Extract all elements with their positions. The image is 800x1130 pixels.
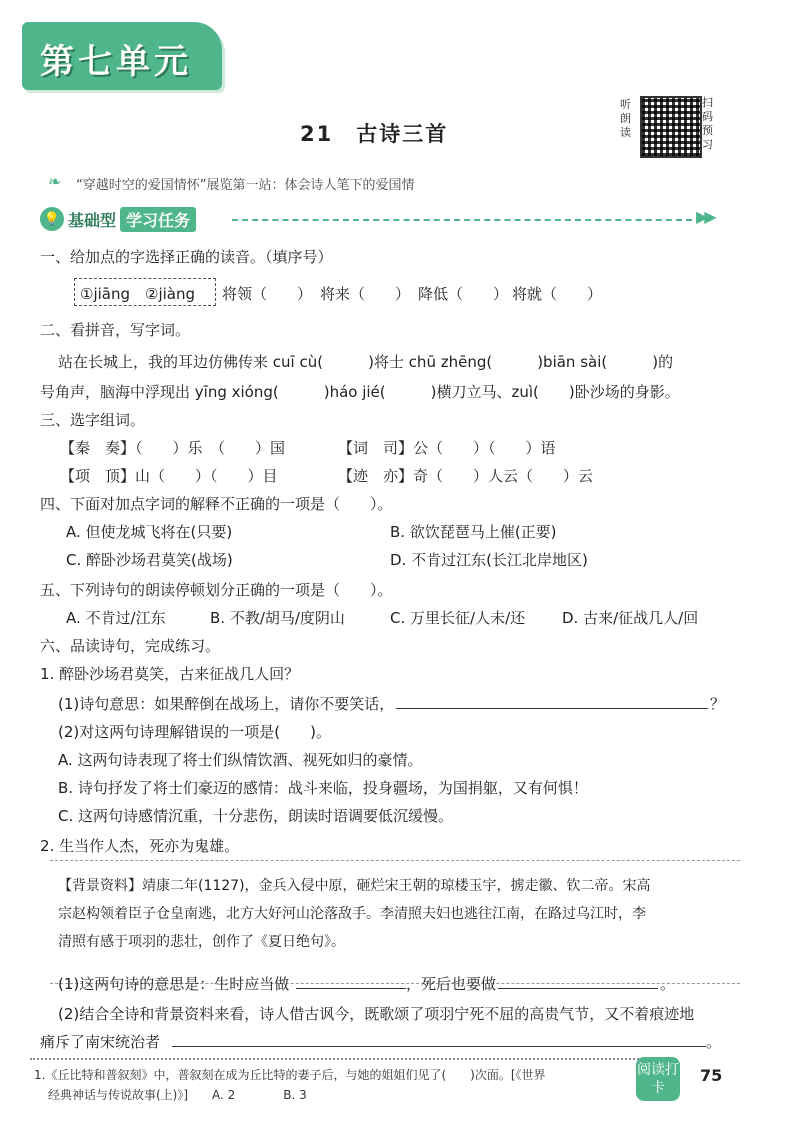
q6-s1-part2[interactable]: (2)对这两句诗理解错误的一项是( )。: [58, 723, 331, 741]
q3-row[interactable]: 【秦 奏】（ ）乐 （ ）国: [60, 439, 286, 457]
q1-options: ①jiāng ②jiàng: [80, 285, 196, 303]
background-text: 【背景资料】靖康二年(1127)，金兵入侵中原，砸烂宋王朝的琼楼玉宇，掳走徽、钦二帝。宋高: [58, 878, 651, 894]
q5-option-b[interactable]: B. 不教/胡马/度阴山: [210, 609, 345, 627]
q6-s1-option-c[interactable]: C. 这两句诗感情沉重，十分悲伤，朗读时语调要低沉缓慢。: [58, 807, 454, 825]
qr-left-label: 听朗读: [620, 98, 631, 139]
answer-line[interactable]: [396, 708, 708, 709]
q5-option-d[interactable]: D. 古来/征战几人/回: [562, 609, 699, 627]
q4-option-b[interactable]: B. 欲饮琵琶马上催(正要): [390, 523, 557, 541]
task-badge-part2: 学习任务: [120, 207, 196, 232]
answer-line[interactable]: [296, 988, 406, 989]
q6-s2-part1-b: ，死后也要做: [406, 975, 497, 993]
q1-item[interactable]: 将领（ ）: [222, 285, 313, 303]
q6-s2-part1-a: (1)这两句诗的意思是：生时应当做: [58, 975, 290, 993]
q3-title: 三、选字组词。: [40, 411, 146, 429]
q6-s2-part2-b: 痛斥了南宋统治者: [40, 1033, 161, 1051]
q6-sentence1: 1. 醉卧沙场君莫笑，古来征战几人回？: [40, 665, 300, 683]
q1-title: 一、给加点的字选择正确的读音。（填序号）: [40, 248, 333, 266]
q3-row[interactable]: 【项 顶】山（ ）（ ）目: [60, 467, 278, 485]
q4-title: 四、下面对加点字词的解释不正确的一项是（ ）。: [40, 495, 393, 513]
q4-option-c[interactable]: C. 醉卧沙场君莫笑(战场): [66, 551, 233, 569]
q6-s2-part2-end: 。: [706, 1033, 722, 1051]
q3-row[interactable]: 【词 司】公（ ）（ ）语: [338, 439, 556, 457]
q3-row[interactable]: 【迹 亦】奇（ ）人云（ ）云: [338, 467, 594, 485]
leaf-icon: ❧: [48, 172, 62, 191]
page-number: 75: [700, 1066, 723, 1085]
lesson-title: 21 古诗三首: [300, 122, 449, 146]
background-text: 宗赵构领着臣子仓皇南逃，北方大好河山沦落敌手。李清照夫妇也逃往江南，在路过乌江时，李: [58, 906, 646, 922]
footer-question: 1.《丘比特和普叙刻》中，普叙刻在成为丘比特的妻子后，与她的姐姐们见了( )次面。[《世界: [34, 1068, 546, 1082]
lightbulb-icon: 💡: [40, 207, 64, 231]
reading-checkin-badge[interactable]: 阅读打卡: [636, 1057, 680, 1101]
footer-divider: [30, 1058, 670, 1060]
q6-sentence2: 2. 生当作人杰，死亦为鬼雄。: [40, 837, 240, 855]
theme-line: “穿越时空的爱国情怀”展览第一站：体会诗人笔下的爱国情: [76, 178, 415, 193]
q2-title: 二、看拼音，写字词。: [40, 321, 191, 339]
unit-title: 第七单元: [40, 42, 192, 82]
background-text: 清照有感于项羽的悲壮，创作了《夏日绝句》。: [58, 934, 345, 950]
q5-option-a[interactable]: A. 不肯过/江东: [66, 609, 166, 627]
q6-s2-part2: (2)结合全诗和背景资料来看，诗人借古讽今，既歌颂了项羽宁死不屈的高贵气节，又不着痕迹地: [58, 1005, 695, 1023]
q2-line1[interactable]: 站在长城上，我的耳边仿佛传来 cuī cù( )将士 chū zhēng( )biān sài( )的: [58, 353, 674, 371]
q4-option-a[interactable]: A. 但使龙城飞将在(只要): [66, 523, 233, 541]
qr-right-label: 扫码预习: [702, 96, 713, 151]
answer-line[interactable]: [172, 1046, 706, 1047]
q6-title: 六、品读诗句，完成练习。: [40, 637, 221, 655]
q6-s1-option-a[interactable]: A. 这两句诗表现了将士们纵情饮酒、视死如归的豪情。: [58, 751, 423, 769]
task-badge: [40, 206, 196, 232]
q5-title: 五、下列诗句的朗读停顿划分正确的一项是（ ）。: [40, 581, 393, 599]
q6-s1-part1-end: ？: [710, 695, 726, 713]
q2-line2[interactable]: 号角声，脑海中浮现出 yīng xióng( )háo jié( )横刀立马、zuì( )卧沙场的身影。: [40, 383, 680, 401]
double-arrow-icon: ▶▶: [696, 207, 713, 226]
q1-item[interactable]: 将就（ ）: [512, 285, 603, 303]
footer-question[interactable]: 经典神话与传说故事(上)》] A. 2 B. 3: [48, 1088, 307, 1102]
task-badge-part1: 基础型: [68, 210, 117, 230]
q6-s1-part1: (1)诗句意思：如果醉倒在战场上，请你不要笑话，: [58, 695, 395, 713]
q4-option-d[interactable]: D. 不肯过江东(长江北岸地区): [390, 551, 588, 569]
q1-item[interactable]: 降低（ ）: [418, 285, 509, 303]
q1-item[interactable]: 将来（ ）: [320, 285, 411, 303]
divider: [232, 219, 692, 221]
qr-code-icon[interactable]: [640, 96, 702, 158]
q6-s1-option-b[interactable]: B. 诗句抒发了将士们豪迈的感情：战斗来临，投身疆场，为国捐躯，又有何惧！: [58, 779, 588, 797]
q5-option-c[interactable]: C. 万里长征/人未/还: [390, 609, 526, 627]
q6-s2-part1-end: 。: [660, 975, 676, 993]
answer-line[interactable]: [498, 988, 658, 989]
